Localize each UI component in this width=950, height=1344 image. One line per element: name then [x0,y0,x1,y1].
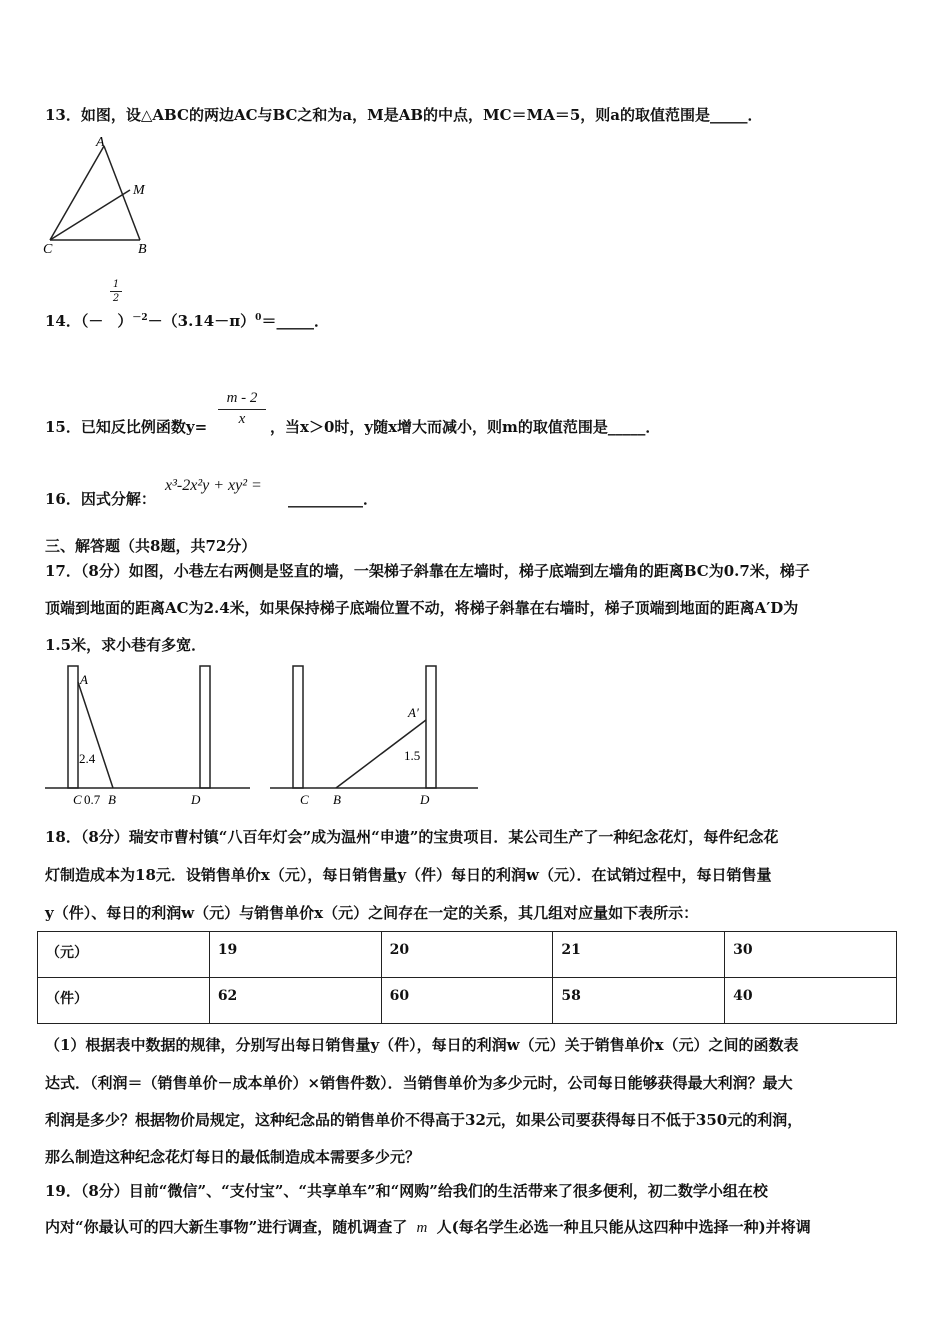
table-cell: （元） [38,932,210,978]
right-wall [200,666,210,788]
q16-expr: x³-2x²y + xy² = [165,477,262,494]
label-D: D [420,792,430,807]
q18-table [37,931,897,1024]
q18-sub2: 达式．（利润＝（销售单价－成本单价）×销售件数）．当销售单价为多少元时，公司每日能够获得最大利润？最大 [45,1074,793,1092]
q14-fraction [110,279,122,304]
q15-prefix: 15．已知反比例函数y= [45,418,208,436]
q17-line3: 1.5米，求小巷有多宽． [45,636,207,654]
label-C: C [300,792,309,807]
label-len: 1.5 [404,748,421,763]
table-cell: 30 [725,932,897,978]
q18-line3: y（件）、每日的利润w（元）与销售单价x（元）之间存在一定的关系，其几组对应量如下表所示： [45,904,699,922]
label-C: C [43,242,53,257]
q15-den: x [238,411,246,427]
label-M: M [133,183,145,198]
label-B: B [333,792,341,807]
q19-line2a: 内对“你最认可的四大新生事物”进行调查，随机调查了 [45,1218,408,1236]
label-A: A [96,135,105,150]
q19-line1: 19．（8分）目前“微信”、“支付宝”、“共享单车”和“网购”给我们的生活带来了很多便利，初二数学小组在校 [45,1182,768,1200]
label-A: A [80,672,88,687]
q14-zero: 0 [255,313,262,323]
q17-figure-right [270,662,480,812]
label-D: D [191,792,201,807]
q14-exp: －2 [132,313,148,323]
q14-prefix: 14．（－ [45,312,104,330]
left-wall [68,666,78,788]
ladder [78,682,113,788]
table-cell: 62 [209,978,381,1024]
segment-CM [50,190,130,240]
q15-suffix: ，当x＞0时，y随x增大而减小，则m的取值范围是_____． [270,418,661,436]
q19-line2b: 人(每名学生必选一种且只能从这四种中选择一种)并将调 [436,1218,811,1236]
right-wall [426,666,436,788]
table-row [38,932,897,978]
q14-text [45,310,329,331]
table-cell: 20 [381,932,553,978]
q13-text: 13．如图，设△ABC的两边AC与BC之和为a，M是AB的中点，MC＝MA＝5，则a的取值范围是_____． [45,106,763,124]
q17-line1: 17．（8分）如图，小巷左右两侧是竖直的墙，一架梯子斜靠在左墙时，梯子底端到左墙角的距离BC为0.7米，梯子 [45,562,810,580]
q18-line1: 18．（8分）瑞安市曹村镇“八百年灯会”成为温州“申遗”的宝贵项目．某公司生产了一种纪念花灯，每件纪念花 [45,828,779,846]
q17-line2: 顶端到地面的距离AC为2.4米，如果保持梯子底端位置不动，将梯子斜靠在右墙时，梯子顶端到地面的距离A′D为 [45,599,799,617]
table-cell: 40 [725,978,897,1024]
left-wall [293,666,303,788]
q19-line2 [45,1216,811,1237]
table-cell: 58 [553,978,725,1024]
q14-suffix: ＝_____． [261,312,329,330]
q19-var-m: m [416,1220,428,1236]
table-cell: 19 [209,932,381,978]
label-B: B [108,792,116,807]
label-dist: 0.7 [84,792,101,807]
label-B: B [138,242,147,257]
q17-figure-left [45,662,250,812]
label-C: C [73,792,82,807]
table-cell: 21 [553,932,725,978]
q13-triangle-figure [40,134,160,259]
q15-num: m - 2 [226,390,258,406]
q18-line2: 灯制造成本为18元．设销售单价x（元），每日销售量y（件）每日的利润w（元）．在试销过程中，每日销售量 [45,866,772,884]
table-row [38,978,897,1024]
q14-minus: －（3.14－π） [147,312,256,330]
q14-paren-close: ） [117,312,133,330]
q16-blank: __________． [288,490,379,508]
q14-frac-num: 1 [112,279,120,290]
q15-fraction [218,390,266,428]
section-heading: 三、解答题（共8题，共72分） [45,537,257,555]
q18-sub1: （1）根据表中数据的规律，分别写出每日销售量y（件），每日的利润w（元）关于销售单价x（元）之间的函数表 [45,1036,799,1054]
q18-sub3: 利润是多少？根据物价局规定，这种纪念品的销售单价不得高于32元，如果公司要获得每日不低于350元的利润， [45,1111,803,1129]
label-A-prime: A′ [408,705,419,720]
q14-frac-den: 2 [112,293,120,304]
segment-AC [50,146,104,240]
q18-sub4: 那么制造这种纪念花灯每日的最低制造成本需要多少元？ [45,1148,421,1166]
label-len: 2.4 [79,751,96,766]
q16-prefix: 16．因式分解： [45,490,156,508]
table-cell: 60 [381,978,553,1024]
table-cell: （件） [38,978,210,1024]
